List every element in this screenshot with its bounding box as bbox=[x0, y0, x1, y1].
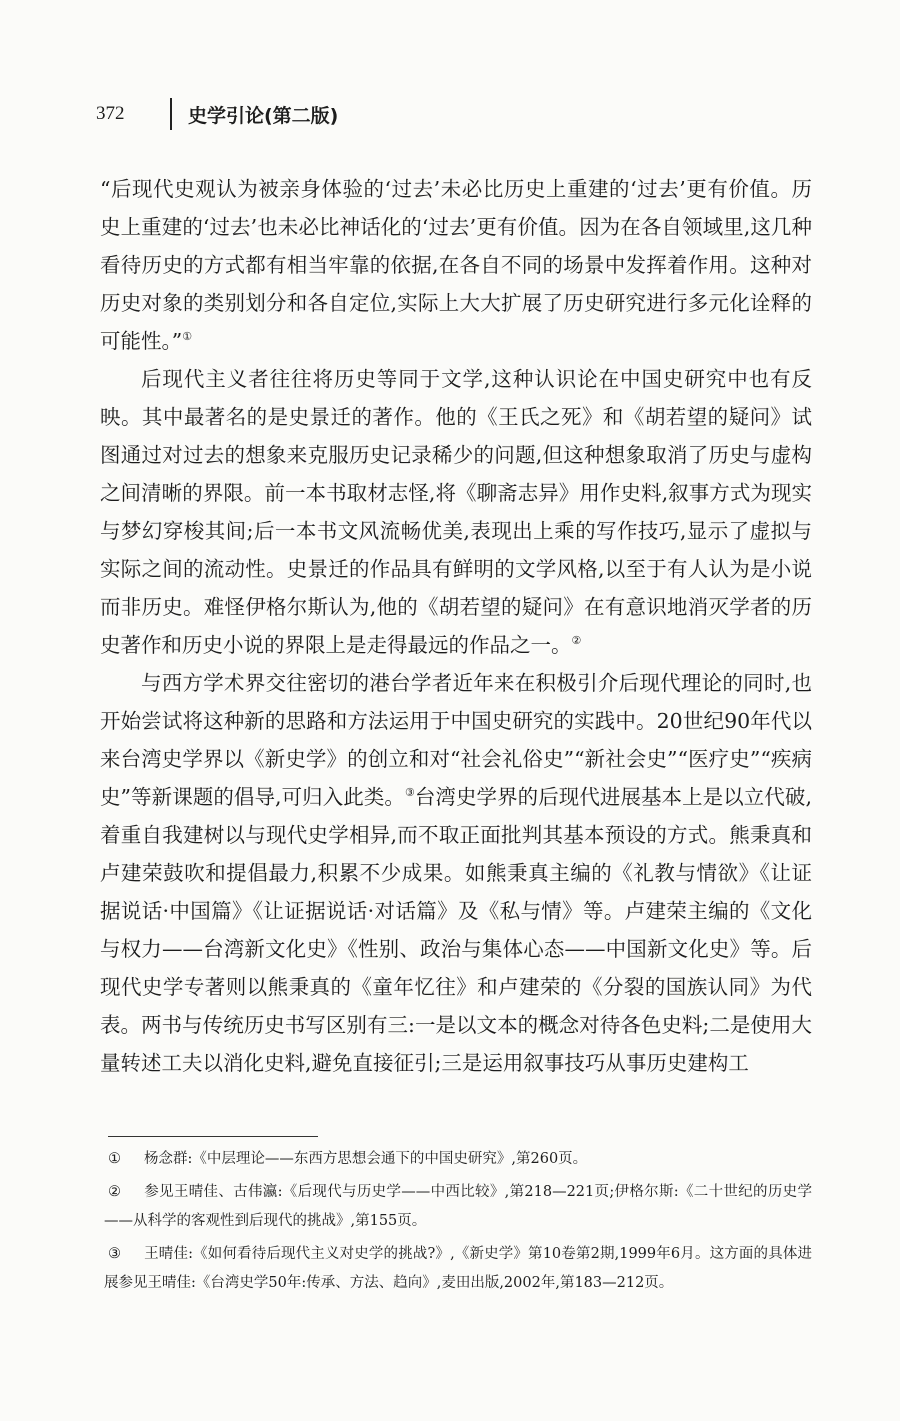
footnote-3 bbox=[104, 1240, 812, 1298]
paragraph-quote bbox=[100, 170, 812, 360]
footnote-mark: ③ bbox=[108, 1246, 121, 1262]
footnote-2 bbox=[104, 1178, 812, 1236]
footnote-ref-1: ① bbox=[182, 330, 193, 344]
paragraph-3 bbox=[100, 664, 812, 1082]
body-text bbox=[100, 170, 812, 1082]
footnotes bbox=[104, 1143, 812, 1302]
footnote-text: 参见王晴佳、古伟瀛:《后现代与历史学——中西比较》,第218—221页;伊格尔斯:《二十世纪的历史学——从科学的客观性到后现代的挑战》,第155页。 bbox=[104, 1184, 812, 1229]
running-title: 史学引论(第二版) bbox=[188, 104, 339, 127]
footnote-text: 王晴佳:《如何看待后现代主义对史学的挑战?》,《新史学》第10卷第2期,1999年6月。这方面的具体进展参见王晴佳:《台湾史学50年:传承、方法、趋向》,麦田出版,2002年,第183—212页。 bbox=[104, 1246, 812, 1291]
footnote-ref-3: ③ bbox=[404, 786, 415, 800]
footnote-ref-2: ② bbox=[571, 634, 582, 648]
footnote-divider bbox=[108, 1136, 318, 1137]
header-divider bbox=[170, 98, 172, 130]
footnote-text: 杨念群:《中层理论——东西方思想会通下的中国史研究》,第260页。 bbox=[144, 1151, 588, 1167]
footnote-mark: ② bbox=[108, 1184, 121, 1200]
footnote-mark: ① bbox=[108, 1151, 121, 1167]
footnote-1 bbox=[104, 1145, 812, 1174]
paragraph-text: “后现代史观认为被亲身体验的‘过去’未必比历史上重建的‘过去’更有价值。历史上重建的‘过去’也未必比神话化的‘过去’更有价值。因为在各自领域里,这几种看待历史的方式都有相当牢靠的依据,在各自不同的场景中发挥着作用。这种对历史对象的类别划分和各自定位,实际上大大扩展了历史研究进行多元化诠释的可能性。” bbox=[100, 177, 812, 353]
running-header bbox=[96, 96, 338, 132]
paragraph-text: 后现代主义者往往将历史等同于文学,这种认识论在中国史研究中也有反映。其中最著名的是史景迁的著作。他的《王氏之死》和《胡若望的疑问》试图通过对过去的想象来克服历史记录稀少的问题,但这种想象取消了历史与虚构之间清晰的界限。前一本书取材志怪,将《聊斋志异》用作史料,叙事方式为现实与梦幻穿梭其间;后一本书文风流畅优美,表现出上乘的写作技巧,显示了虚拟与实际之间的流动性。史景迁的作品具有鲜明的文学风格,以至于有人认为是小说而非历史。难怪伊格尔斯认为,他的《胡若望的疑问》在有意识地消灭学者的历史著作和历史小说的界限上是走得最远的作品之一。 bbox=[100, 367, 812, 657]
paragraph-text: 与西方学术界交往密切的港台学者近年来在积极引介后现代理论的同时,也开始尝试将这种新的思路和方法运用于中国史研究的实践中。20世纪90年代以来台湾史学界以《新史学》的创立和对“社会礼俗史”“新社会史”“医疗史”“疾病史”等新课题的倡导,可归入此类。 bbox=[100, 671, 812, 809]
page-number: 372 bbox=[96, 103, 125, 124]
paragraph-2 bbox=[100, 360, 812, 664]
paragraph-tail: 台湾史学界的后现代进展基本上是以立代破,着重自我建树以与现代史学相异,而不取正面批判其基本预设的方式。熊秉真和卢建荣鼓吹和提倡最力,积累不少成果。如熊秉真主编的《礼教与情欲》《让证据说话·中国篇》《让证据说话·对话篇》及《私与情》等。卢建荣主编的《文化与权力——台湾新文化史》《性别、政治与集体心态——中国新文化史》等。后现代史学专著则以熊秉真的《童年忆往》和卢建荣的《分裂的国族认同》为代表。两书与传统历史书写区别有三:一是以文本的概念对待各色史料;二是使用大量转述工夫以消化史料,避免直接征引;三是运用叙事技巧从事历史建构工 bbox=[100, 785, 812, 1075]
